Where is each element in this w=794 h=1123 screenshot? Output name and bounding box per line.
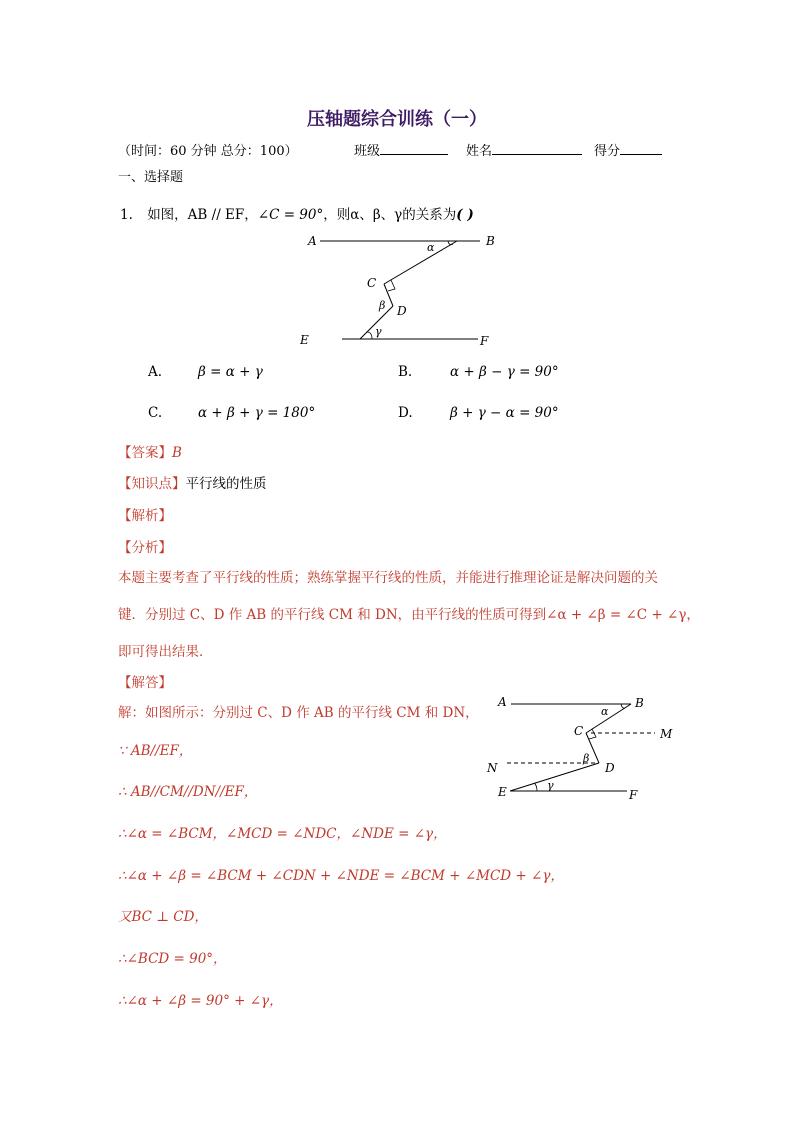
label2-n: N	[487, 761, 498, 775]
segment-de-2	[510, 763, 599, 791]
fenxi-line-3: 即可得出结果．	[118, 644, 213, 660]
answer-value: B	[172, 445, 182, 461]
class-label: 班级	[354, 144, 381, 159]
angle-arc-alpha-2	[621, 704, 625, 708]
solution-line-5: ∴∠α + ∠β = ∠BCM + ∠CDN + ∠NDE = ∠BCM + ∠MCD + ∠γ，	[118, 868, 564, 884]
label2-gamma: γ	[547, 779, 554, 792]
label2-d: D	[605, 761, 615, 775]
label2-alpha: α	[601, 705, 609, 718]
figure-1	[300, 228, 510, 353]
label-b: B	[486, 234, 495, 248]
solution-line-7: ∴∠BCD = 90°，	[118, 951, 227, 967]
name-blank	[492, 142, 582, 155]
label-d: D	[397, 304, 407, 318]
label-f: F	[480, 334, 489, 348]
name-label: 姓名	[466, 144, 493, 159]
fenxi-line-1: 本题主要考查了平行线的性质；熟练掌握平行线的性质，并能进行推理论证是解决问题的关	[118, 570, 658, 586]
fenxi-line-2: 键．分别过 C、D 作 AB 的平行线 CM 和 DN，由平行线的性质可得到∠α + ∠β = ∠C + ∠γ，	[118, 607, 700, 623]
page-title: 压轴题综合训练（一）	[307, 109, 487, 130]
name-field	[466, 140, 582, 159]
knowledge-value: 平行线的性质	[185, 476, 267, 492]
fenxi-tag: 【分析】	[118, 540, 172, 556]
solution-line-8: ∴∠α + ∠β = 90° + ∠γ，	[118, 993, 283, 1009]
question-stem-prefix: 如图，AB // EF，	[147, 207, 258, 223]
label2-b: B	[635, 696, 644, 710]
label-alpha: α	[427, 241, 435, 254]
exam-time-score: （时间：60 分钟 总分：100）	[118, 144, 298, 159]
right-angle-mark-c	[388, 280, 395, 291]
option-d-label: D.	[398, 405, 413, 421]
jieda-tag: 【解答】	[118, 675, 172, 691]
knowledge-tag: 【知识点】	[118, 476, 186, 492]
score-field	[594, 140, 662, 159]
label2-f: F	[629, 788, 638, 802]
label-beta: β	[379, 299, 386, 312]
angle-arc-gamma	[367, 332, 372, 339]
solution-line-1: 解：如图所示：分别过 C、D 作 AB 的平行线 CM 和 DN，	[118, 705, 479, 721]
option-a-text: β = α + γ	[198, 364, 263, 380]
label-c: C	[367, 276, 377, 290]
answer-tag: 【答案】	[118, 445, 172, 461]
answer-paren: ( )	[456, 207, 474, 223]
section-heading: 一、选择题	[118, 170, 184, 185]
option-d-text: β + γ − α = 90°	[450, 405, 559, 421]
question-stem-angle: ∠C = 90°	[257, 207, 324, 223]
label2-a: A	[498, 695, 507, 709]
solution-line-4: ∴∠α = ∠BCM，∠MCD = ∠NDC，∠NDE = ∠γ，	[118, 826, 447, 842]
label2-c: C	[574, 724, 584, 738]
figure-2	[485, 690, 685, 805]
solution-line-3: ∴ AB//CM//DN//EF，	[118, 784, 258, 800]
label2-beta: β	[583, 752, 590, 765]
question-1	[120, 203, 474, 223]
option-a-label: A.	[148, 364, 163, 380]
class-field	[354, 140, 448, 159]
question-stem-suffix: ，则α、β、γ的关系为	[323, 207, 457, 223]
analysis-tag: 【解析】	[118, 508, 172, 524]
label2-e: E	[498, 785, 507, 799]
label2-m: M	[660, 727, 673, 741]
class-blank	[380, 142, 448, 155]
option-c-text: α + β + γ = 180°	[198, 405, 316, 421]
option-b-text: α + β − γ = 90°	[450, 364, 559, 380]
answer-line	[118, 441, 182, 461]
angle-arc-alpha	[448, 241, 453, 245]
angle-arc-gamma-2	[534, 783, 537, 791]
option-c-label: C.	[148, 405, 163, 421]
solution-line-2: ∵ AB//EF，	[118, 743, 193, 759]
label-gamma: γ	[375, 325, 382, 338]
score-blank	[620, 142, 662, 155]
option-b-label: B.	[398, 364, 413, 380]
segment-bc	[384, 241, 457, 284]
label-a: A	[308, 234, 317, 248]
question-number: 1.	[120, 207, 133, 223]
solution-line-6: 又BC ⊥ CD，	[118, 909, 208, 925]
label-e: E	[300, 333, 309, 347]
score-label: 得分	[594, 144, 621, 159]
knowledge-line	[118, 472, 267, 492]
